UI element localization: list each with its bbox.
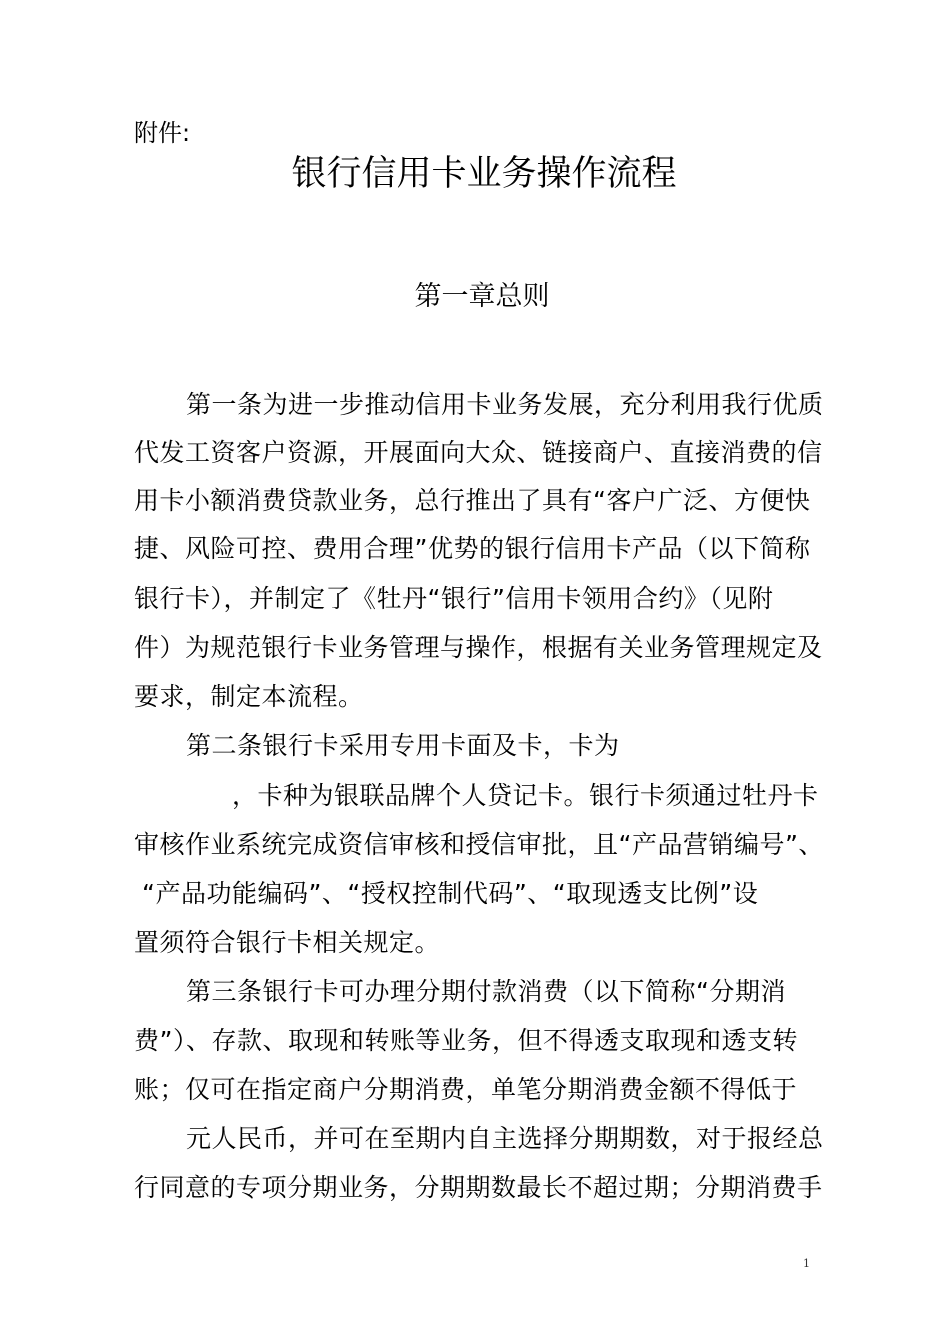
paragraph-line: 银行卡），并制定了《牡丹“银行”信用卡领用合约》（见附 <box>134 584 774 613</box>
paragraph-line: 第三条银行卡可办理分期付款消费（以下简称“分期消 <box>186 977 786 1006</box>
document-title: 银行信用卡业务操作流程 <box>291 154 677 194</box>
paragraph-line: 件）为规范银行卡业务管理与操作，根据有关业务管理规定及 <box>134 633 823 662</box>
paragraph-line: 捷、风险可控、费用合理”优势的银行信用卡产品（以下简称 <box>134 534 811 563</box>
chapter-title: 第一章总则 <box>414 281 550 312</box>
paragraph-line: 费”）、存款、取现和转账等业务，但不得透支取现和透支转 <box>134 1026 798 1055</box>
paragraph-line: 账；仅可在指定商户分期消费，单笔分期消费金额不得低于 <box>134 1075 798 1104</box>
paragraph-line: 第二条银行卡采用专用卡面及卡，卡为 <box>186 731 620 760</box>
paragraph-line: 用卡小额消费贷款业务，总行推出了具有“客户广泛、方便快 <box>134 486 811 515</box>
attachment-label: 附件: <box>134 119 191 147</box>
paragraph-line: 第一条为进一步推动信用卡业务发展，充分利用我行优质 <box>186 390 824 419</box>
paragraph-line: 置须符合银行卡相关规定。 <box>134 928 441 957</box>
paragraph-line: “产品功能编码”、“授权控制代码”、“取现透支比例”设 <box>142 879 759 908</box>
paragraph-line: 代发工资客户资源，开展面向大众、链接商户、直接消费的信 <box>134 438 823 467</box>
paragraph-line: ，卡种为银联品牌个人贷记卡。银行卡须通过牡丹卡 <box>232 781 819 810</box>
paragraph-line: 要求，制定本流程。 <box>134 682 364 711</box>
paragraph-line: 行同意的专项分期业务，分期期数最长不超过期；分期消费手 <box>134 1173 823 1202</box>
page-number: 1 <box>803 1257 810 1270</box>
paragraph-line: 元人民币，并可在至期内自主选择分期期数，对于报经总 <box>186 1124 824 1153</box>
paragraph-line: 审核作业系统完成资信审核和授信审批，且“产品营销编号”、 <box>134 830 824 859</box>
